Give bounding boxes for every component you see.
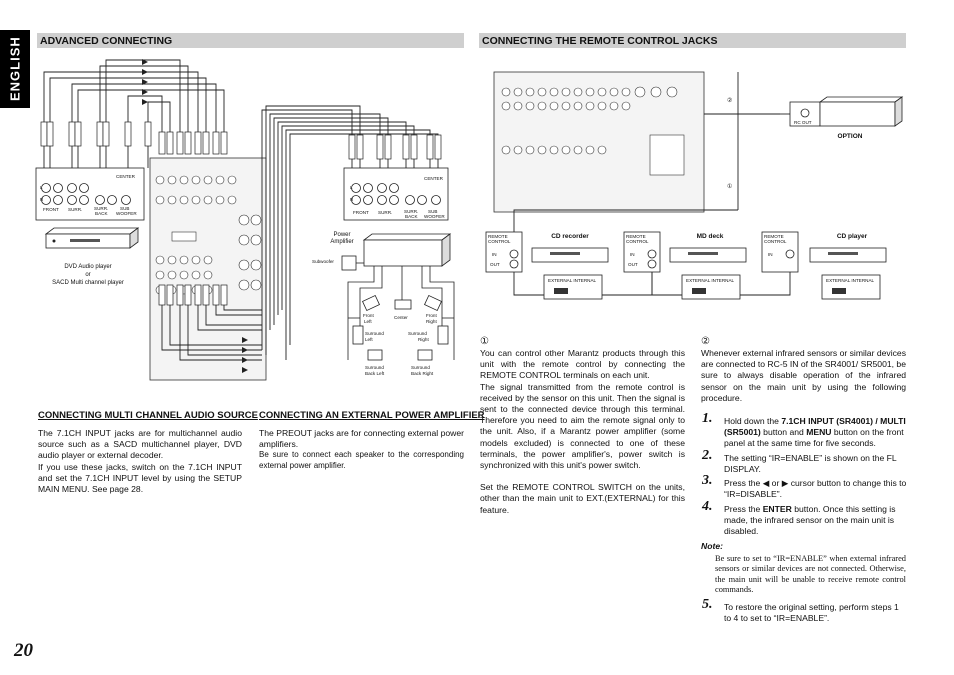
step-2-text: The setting “IR=ENABLE” is shown on the FL DISPLAY. (724, 453, 897, 474)
multi-channel-text (38, 428, 242, 495)
spk-surround-back-right-2: Back Right (411, 371, 434, 376)
note-text: Be sure to set to “IR=ENABLE” when external infrared sensors or similar devices are not connected. Otherwise, the main unit will be unable to receive remote control commands. (715, 554, 906, 595)
language-tab: ENGLISH (0, 30, 30, 108)
step-3-number: 3. (702, 473, 713, 488)
note-title: Note: (701, 541, 723, 551)
jack-label-sub-1: SUB (120, 206, 130, 211)
out-label-1: OUT (490, 262, 500, 267)
preout-label-front: FRONT (353, 210, 369, 215)
page-number: 20 (14, 640, 33, 661)
remote-label-2a: REMOTE (626, 234, 646, 239)
cd-player-label: CD player (836, 233, 868, 240)
section-header-remote-control: CONNECTING THE REMOTE CONTROL JACKS (479, 33, 906, 48)
cd-player-icon (810, 248, 886, 299)
remote-col1-p3: Set the REMOTE CONTROL SWITCH on the units, other than the main unit to EXT.(EXTERNAL) for this feature. (480, 482, 685, 515)
step-2-number: 2. (702, 448, 713, 463)
spk-front-left-1: Front (363, 313, 374, 318)
speaker-surround-left (353, 326, 363, 344)
remote-label-3a: REMOTE (764, 234, 784, 239)
preout-label-center: CENTER (424, 176, 443, 181)
preout-label-surr: SURR. (378, 210, 393, 215)
out-label-2: OUT (628, 262, 638, 267)
multi-channel-p1: The 7.1CH INPUT jacks are for multichannel audio source such as a SACD multichannel player, DVD audio player or external decoder. (38, 428, 242, 461)
power-amp-label-1: Power (333, 232, 351, 238)
power-amplifier-icon (364, 234, 450, 266)
remote-col1-p1: You can control other Marantz products through this unit with the remote control by connecting the REMOTE CONTROL terminals on each unit. (480, 348, 685, 381)
step-3-text: Press the ◀ or ▶ cursor button to change this to “IR=DISABLE”. (724, 478, 907, 499)
speakers (353, 296, 448, 360)
source-device-label-1: DVD Audio player (64, 264, 112, 270)
multi-channel-heading: CONNECTING MULTI CHANNEL AUDIO SOURCE (38, 410, 258, 421)
step-1-number: 1. (702, 411, 713, 426)
switch-label-2: EXTERNAL INTERNAL (686, 278, 735, 283)
spk-front-left-2: Left (364, 319, 372, 324)
spk-surround-left-2: Left (365, 337, 373, 342)
jack-label-front: FRONT (43, 207, 59, 212)
section-header-advanced-connecting: ADVANCED CONNECTING (37, 33, 464, 48)
speaker-center (395, 300, 411, 309)
step-5-text: To restore the original setting, perform steps 1 to 4 to set to “IR=ENABLE”. (724, 602, 899, 623)
remote-label-1a: REMOTE (488, 234, 508, 239)
rc-out-label: RC OUT (794, 120, 812, 125)
callout-1: ① (727, 184, 733, 190)
rca-plugs-source (41, 122, 151, 146)
spk-surround-back-left-1: Surround (365, 365, 384, 370)
switch-label-3: EXTERNAL INTERNAL (826, 278, 875, 283)
col1-marker: ① (480, 336, 489, 347)
jack-label-sub-2: WOOFER (116, 211, 137, 216)
power-amp-heading: CONNECTING AN EXTERNAL POWER AMPLIFIER (259, 410, 485, 421)
spk-surround-back-right-1: Surround (411, 365, 430, 370)
md-deck-label: MD deck (696, 233, 724, 240)
spk-surround-left-1: Surround (365, 331, 384, 336)
switch-label-1: EXTERNAL INTERNAL (548, 278, 597, 283)
step-4-number: 4. (702, 499, 713, 514)
jack-label-r: R (40, 197, 44, 202)
callout-2: ② (727, 98, 733, 104)
preout-label-surr-back-1: SURR. (404, 209, 419, 214)
rc-out-cable (704, 72, 780, 210)
remote-control-diagram (480, 50, 910, 310)
md-deck-icon (670, 248, 746, 299)
preout-label-surr-back-2: BACK (405, 214, 418, 219)
speaker-front-left (363, 296, 380, 311)
cd-recorder-icon (532, 248, 608, 299)
power-amp-label-2: Amplifier (330, 239, 354, 245)
jack-label-surr-back-2: BACK (95, 211, 108, 216)
spk-surround-back-left-2: Back Left (365, 371, 385, 376)
preout-label-sub-2: WOOFER (424, 214, 445, 219)
power-amp-p1: The PREOUT jacks are for connecting external power amplifiers. (259, 428, 464, 450)
in-label-1: IN (492, 252, 497, 257)
remote-col1-text (480, 348, 685, 516)
spk-front-right-2: Right (426, 319, 437, 324)
speaker-surround-back-right (418, 350, 432, 360)
step-5-number: 5. (702, 597, 713, 612)
in-label-3: IN (768, 252, 773, 257)
remote-label-2b: CONTROL (626, 239, 649, 244)
remote-col2-intro: Whenever external infrared sensors or similar devices are connected to RC-5 IN of the SR4001/ SR5001, be sure to always disable operation of the infrared sensor on the main unit by using the following procedure. (701, 348, 906, 403)
speaker-surround-back-left (368, 350, 382, 360)
remote-label-3b: CONTROL (764, 239, 787, 244)
preout-label-r: R (350, 197, 354, 202)
power-amp-text (259, 428, 464, 471)
multi-channel-p2: If you use these jacks, switch on the 7.1CH INPUT and set the 7.1CH INPUT level by using the SETUP MAIN MENU. See page 28. (38, 461, 242, 495)
in-label-2: IN (630, 252, 635, 257)
power-amp-p2: Be sure to connect each speaker to the corresponding external power amplifier. (259, 450, 464, 470)
receiver-back-panel (150, 158, 266, 380)
col2-marker: ② (701, 336, 710, 347)
jack-label-l: L (40, 185, 43, 190)
subwoofer-icon (342, 256, 356, 270)
source-device-label-2: or (85, 272, 91, 278)
remote-col1-p2: The signal transmitted from the remote control is received by the sensor on this unit. Then the signal is sent to the connected device through this terminal. Therefore you need to aim the remote signal only to the unit. Also, if a Marantz power amplifier (some models excluded) is connected to one of these terminals, the power amplifier's, power switch is synchronized with this unit's power switch. (480, 381, 685, 471)
jack-label-surr: SURR. (68, 207, 83, 212)
cd-recorder-label: CD recorder (551, 233, 589, 240)
source-device-label-3: SACD Multi channel player (52, 280, 124, 286)
spk-surround-right-1: Surround (408, 331, 427, 336)
remote-label-1b: CONTROL (488, 239, 511, 244)
step-1-text: Hold down the 7.1CH INPUT (SR4001) / MULTI (SR5001) button and MENU button on the front panel at the same time for five seconds. (724, 416, 906, 448)
preout-label-l: L (350, 185, 353, 190)
spk-front-right-1: Front (426, 313, 437, 318)
step-4-text: Press the ENTER button. Once this setting is made, the infrared sensor on the main unit is disabled. (724, 504, 896, 536)
subwoofer-label: Subwoofer (312, 259, 334, 264)
option-label: OPTION (837, 133, 863, 140)
jack-label-surr-back-1: SURR. (94, 206, 109, 211)
rca-plugs-preout (349, 135, 441, 159)
speaker-wires (348, 263, 454, 360)
speaker-front-right (425, 296, 442, 311)
speaker-surround-right (438, 326, 448, 344)
jack-label-center: CENTER (116, 174, 135, 179)
spk-center: Center (394, 315, 408, 320)
advanced-connecting-diagram (30, 50, 470, 385)
dvd-player-icon (46, 228, 138, 248)
spk-surround-right-2: Right (418, 337, 429, 342)
preout-label-sub-1: SUB (428, 209, 438, 214)
